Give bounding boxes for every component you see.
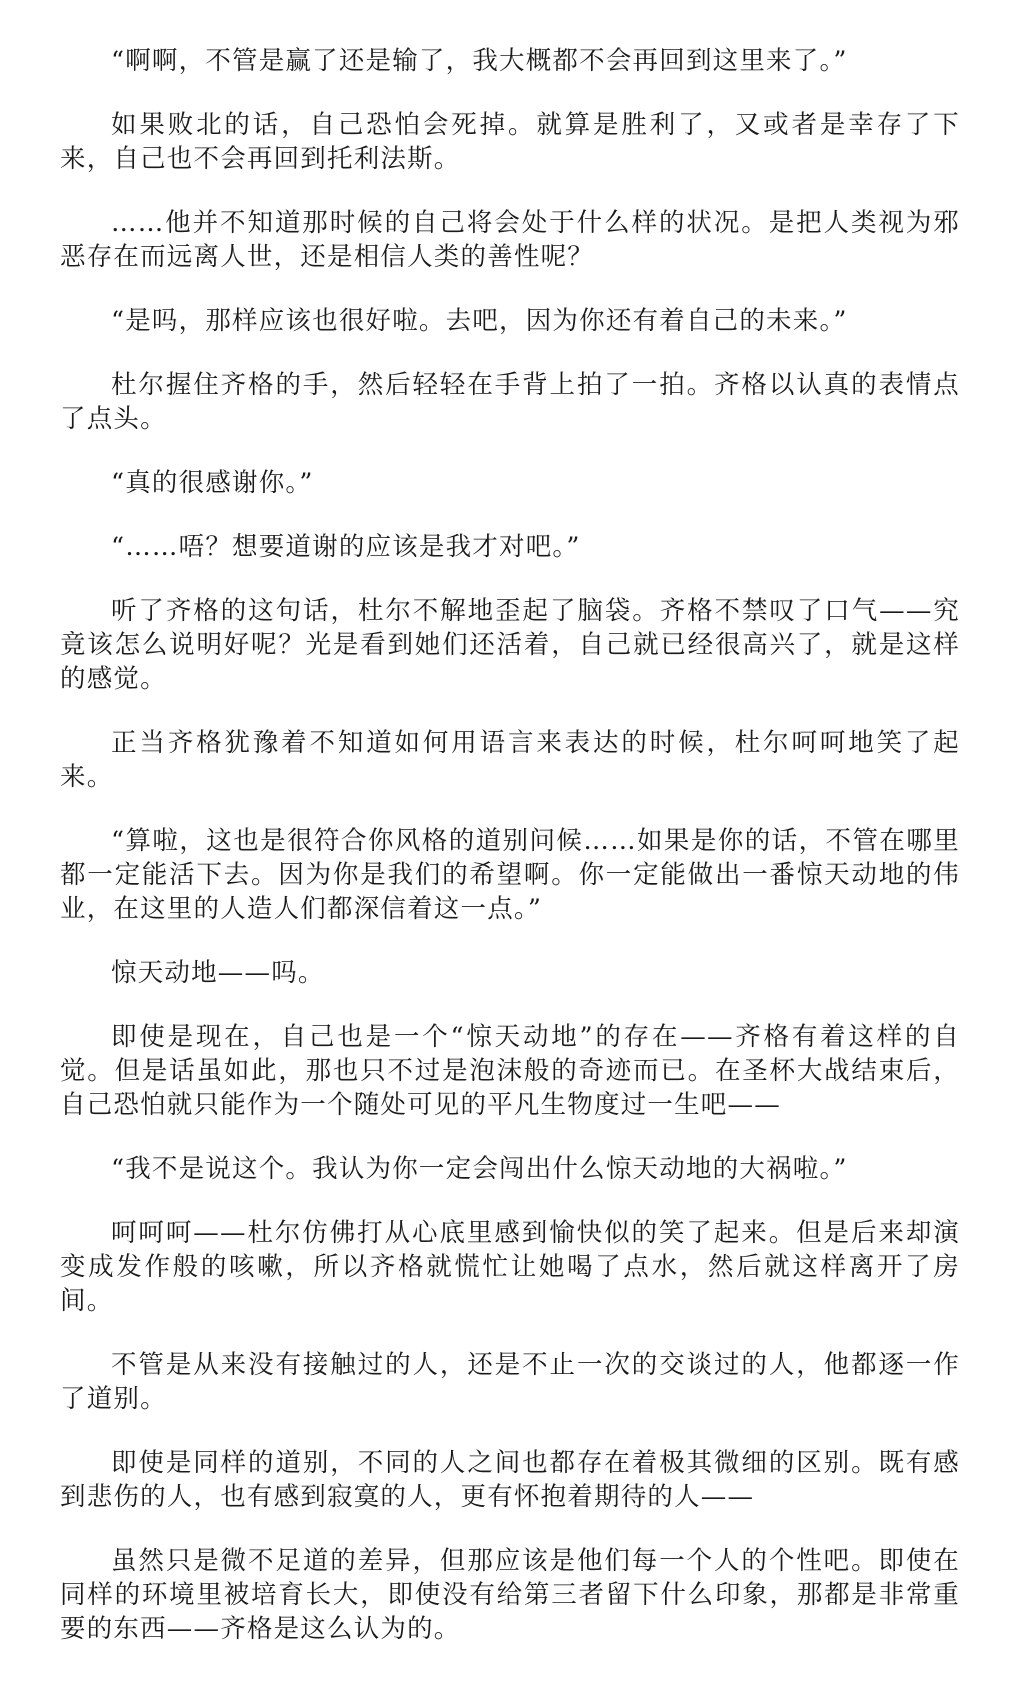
paragraph: “是吗，那样应该也很好啦。去吧，因为你还有着自己的未来。”: [111, 306, 848, 336]
paragraph: 杜尔握住齐格的手，然后轻轻在手背上拍了一拍。齐格以认真的表情点了点头。: [60, 370, 960, 434]
document-page: [60, 44, 960, 1676]
paragraph: “……唔？想要道谢的应该是我才对吧。”: [111, 532, 581, 562]
paragraph: 即使是现在，自己也是一个“惊天动地”的存在——齐格有着这样的自觉。但是话虽如此，那也只不过是泡沫般的奇迹而已。在圣杯大战结束后，自己恐怕就只能作为一个随处可见的平凡生物度过一生吧——: [60, 1022, 960, 1120]
paragraph: 正当齐格犹豫着不知道如何用语言来表达的时候，杜尔呵呵地笑了起来。: [60, 728, 960, 792]
paragraph: 听了齐格的这句话，杜尔不解地歪起了脑袋。齐格不禁叹了口气——究竟该怎么说明好呢？光是看到她们还活着，自己就已经很高兴了，就是这样的感觉。: [60, 596, 960, 694]
paragraph: 如果败北的话，自己恐怕会死掉。就算是胜利了，又或者是幸存了下来，自己也不会再回到托利法斯。: [60, 110, 960, 174]
paragraph: “算啦，这也是很符合你风格的道别问候……如果是你的话，不管在哪里都一定能活下去。因为你是我们的希望啊。你一定能做出一番惊天动地的伟业，在这里的人造人们都深信着这一点。”: [60, 826, 960, 924]
paragraph: 惊天动地——吗。: [111, 958, 325, 988]
paragraph: “我不是说这个。我认为你一定会闯出什么惊天动地的大祸啦。”: [111, 1154, 848, 1184]
paragraph: 即使是同样的道别，不同的人之间也都存在着极其微细的区别。既有感到悲伤的人，也有感到寂寞的人，更有怀抱着期待的人——: [60, 1448, 960, 1512]
paragraph: “啊啊，不管是赢了还是输了，我大概都不会再回到这里来了。”: [111, 46, 848, 76]
paragraph: 呵呵呵——杜尔仿佛打从心底里感到愉快似的笑了起来。但是后来却演变成发作般的咳嗽，所以齐格就慌忙让她喝了点水，然后就这样离开了房间。: [60, 1218, 960, 1316]
paragraph: ……他并不知道那时候的自己将会处于什么样的状况。是把人类视为邪恶存在而远离人世，还是相信人类的善性呢？: [60, 208, 960, 272]
paragraph: 虽然只是微不足道的差异，但那应该是他们每一个人的个性吧。即使在同样的环境里被培育长大，即使没有给第三者留下什么印象，那都是非常重要的东西——齐格是这么认为的。: [60, 1546, 960, 1644]
paragraph: “真的很感谢你。”: [111, 468, 314, 498]
paragraph: 不管是从来没有接触过的人，还是不止一次的交谈过的人，他都逐一作了道别。: [60, 1350, 960, 1414]
